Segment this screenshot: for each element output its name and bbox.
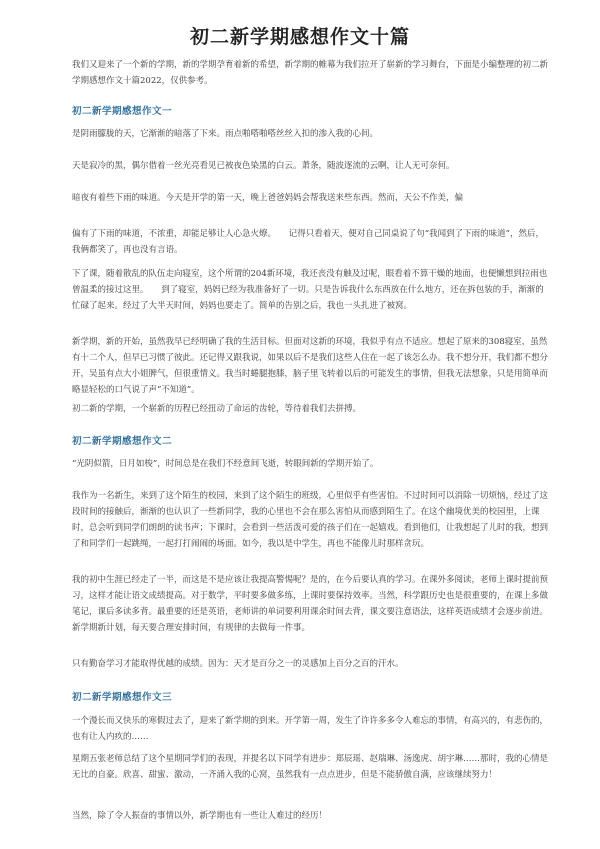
document-title: 初二新学期感想作文十篇 [189, 26, 410, 48]
paragraph: 暗夜有着些下雨的味道。今天是开学的第一天，晚上爸爸妈妈会帮我送来些东西。然而，天公不作美，偏 [72, 193, 464, 203]
section-heading-1: 初二新学期感想作文一 [72, 106, 173, 117]
paragraph: “光阴似箭，日月如梭”，时间总是在我们不经意间飞逝，转眼间新的学期开始了。 [72, 459, 379, 469]
paragraph: 偏有了下雨的味道，不浓重，却能足够让人心急火燎。 记得只看着天，便对自己同桌说了句“我闻到了下雨的味道”，然后，我俩都笑了，再也没有言语。 [72, 229, 544, 255]
paragraph: 下了课，随着散乱的队伍走向寝室，这个所谓的204新环境，我还丧没有触及过呢，眼看着不算干燥的地面，也便懒想到拉雨也曾温柔的接过这里。 到了寝室，妈妈已经为我准备好了一切。只是告诉我什么东西放在什么地方，还在拆包装的手，渐渐的忙碌了起来。经过了大半天时间，妈妈也要走了。简单的告别之后，我也一头扎进了被窝。 [72, 269, 548, 311]
paragraph: 天是寂冷的黑，偶尔借着一丝光亮看见已被夜色染黑的白云。萧条，随波逐流的云啊，让人无可奈何。 [72, 161, 455, 171]
intro-paragraph: 我们又迎来了一个新的学期，新的学期孕育着新的希望，新学期的帷幕为我们拉开了崭新的学习舞台，下面是小编整理的初二新学期感想作文十篇2022，仅供参考。 [72, 60, 549, 86]
paragraph: 是阴雨朦胧的天，它渐渐的暗落了下来。雨点啪嗒啪嗒丝丝入扣的渗入我的心间。 [72, 129, 379, 139]
paragraph: 一个漫长而又快乐的寒假过去了，迎来了新学期的到来。开学第一周，发生了许许多多令人难忘的事情，有高兴的，有悲伤的，也有让人内疚的…… [72, 716, 549, 742]
paragraph: 只有勤奋学习才能取得优越的成绩。因为：天才是百分之一的灵感加上百分之百的汗水。 [72, 659, 404, 669]
paragraph: 新学期，新的开始，虽然我早已经明确了我的生活目标。但面对这新的环境，我似乎有点不适应。想起了原来的308寝室，虽然有十二个人，但早已习惯了彼此。还记得又跟我说，如果以后不是我们这些人住在一起了该怎么办。我不想分开，我们都不想分开，吴虽有点大小姐脾气，但很重情义。我当时蜷腿抱膝，脑子里飞转着以后的可能发生的事情，但我无法想象，只是用简单而略显轻松的口气说了声“不知道”。 [72, 337, 549, 395]
paragraph: 当然，除了令人振奋的事情以外，新学期也有一些让人难过的经历！ [72, 811, 328, 821]
paragraph: 星期五张老师总结了这个星期同学们的表现，并提名以下同学有进步：郑辰瑶、赵瑞琳、汤逸虎、胡宇琳……那时，我的心情是无比的自豪。欣喜、甜蜜、激动，一齐涌入我的心窝，虽然我有一点点进步，但是不能骄傲自满，应该继续努力！ [72, 754, 549, 780]
paragraph: 初二新的学期，一个崭新的历程已经扭动了命运的齿轮，等待着我们去拼搏。 [72, 404, 362, 414]
section-heading-2: 初二新学期感想作文二 [72, 436, 173, 447]
section-heading-3: 初二新学期感想作文三 [72, 692, 173, 703]
paragraph: 我作为一名新生，来到了这个陌生的校园，来到了这个陌生的班级，心里似乎有些害怕。不过时间可以消除一切烦恼，经过了这段时间的接触后，渐渐的也认识了一些新同学，我的心里也不会在那么害怕从而感到陌生了。在这个幽境优美的校园里，上课时，总会听到同学们朗朗的读书声；下课时，会看到一些活泼可爱的孩子们在一起嬉戏。看到他们，让我想起了儿时的我，想到了和同学们一起跳绳，一起打打闹闹的场面。如今，我以是中学生，再也不能像儿时那样贪玩。 [72, 491, 549, 549]
paragraph: 我的初中生涯已经走了一半，而这是不是应该让我提高警惕呢？是的，在今后要认真的学习。在课外多阅读，老师上课时提前预习，这样才能让语文成绩提高。对于数学，平时要多做多练，上课时要保持效率。当然，科学跟历史也是很重要的，在课上多做笔记，课后多读多背。最重要的还是英语，老师讲的单词要利用课余时间去背，课文要注意语法，这样英语成绩才会逐步前进。新学期新计划，每天要合理安排时间，有规律的去做每一件事。 [72, 575, 549, 633]
